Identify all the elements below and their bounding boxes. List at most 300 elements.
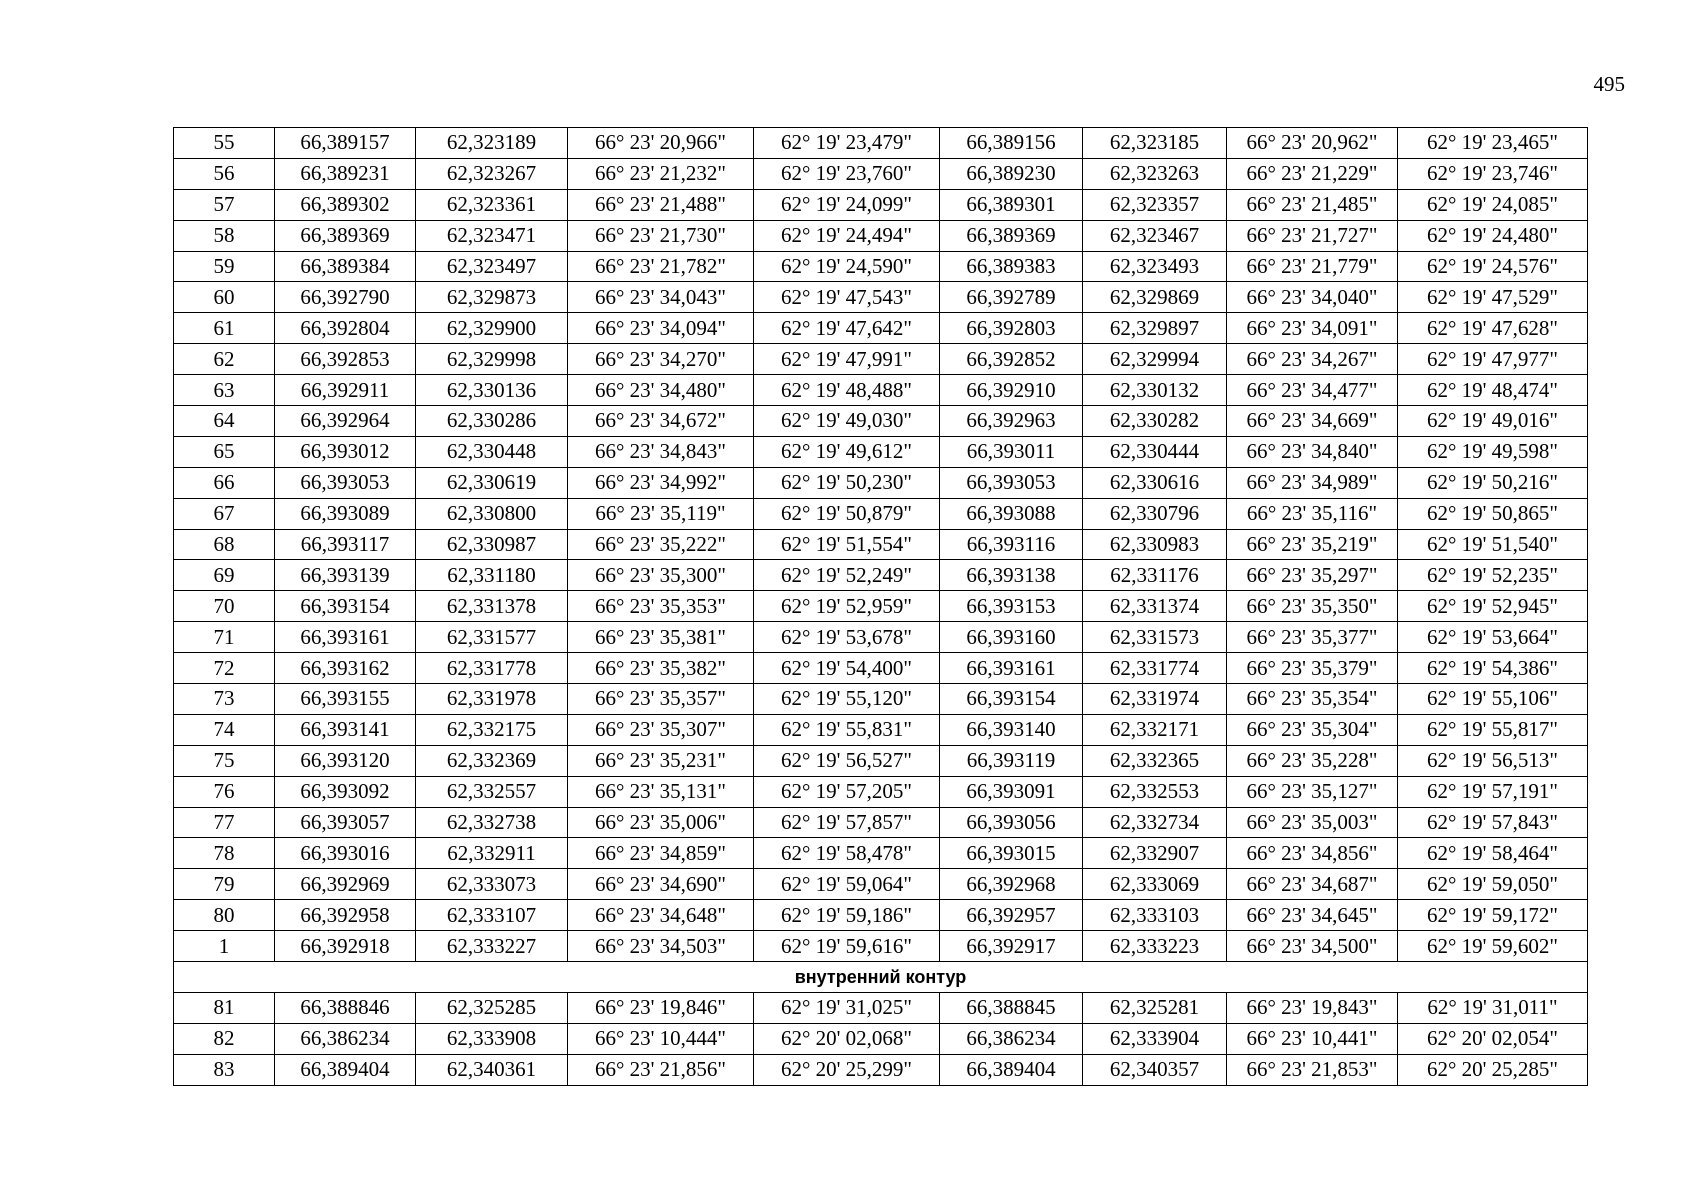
cell-lat-decimal-2: 66,392789 <box>940 282 1083 313</box>
cell-lon-decimal-1: 62,329998 <box>416 344 568 375</box>
table-row <box>174 560 1588 591</box>
cell-lon-dms-1: 62° 19' 31,025" <box>754 992 940 1023</box>
cell-lat-dms-1: 66° 23' 34,859" <box>568 838 754 869</box>
cell-lon-decimal-1: 62,330286 <box>416 406 568 437</box>
cell-lat-dms-2: 66° 23' 34,500" <box>1227 931 1398 962</box>
cell-lon-dms-1: 62° 19' 54,400" <box>754 653 940 684</box>
cell-lon-decimal-1: 62,333073 <box>416 869 568 900</box>
cell-lat-dms-2: 66° 23' 34,645" <box>1227 900 1398 931</box>
cell-lon-dms-2: 62° 19' 23,465" <box>1398 128 1588 159</box>
table-row <box>174 406 1588 437</box>
cell-point-number: 83 <box>174 1054 275 1085</box>
cell-lat-decimal-2: 66,393153 <box>940 591 1083 622</box>
cell-lat-dms-2: 66° 23' 34,989" <box>1227 467 1398 498</box>
cell-lon-dms-2: 62° 19' 50,865" <box>1398 498 1588 529</box>
cell-lat-decimal-2: 66,393088 <box>940 498 1083 529</box>
cell-lon-dms-2: 62° 19' 55,106" <box>1398 684 1588 715</box>
cell-lon-dms-2: 62° 20' 02,054" <box>1398 1023 1588 1054</box>
cell-lon-dms-1: 62° 19' 47,642" <box>754 313 940 344</box>
cell-lon-dms-1: 62° 19' 47,991" <box>754 344 940 375</box>
cell-lat-decimal-2: 66,393011 <box>940 436 1083 467</box>
cell-lon-decimal-1: 62,323497 <box>416 251 568 282</box>
table-row <box>174 498 1588 529</box>
cell-lat-dms-1: 66° 23' 35,381" <box>568 622 754 653</box>
cell-lon-decimal-2: 62,332365 <box>1083 745 1227 776</box>
cell-lon-dms-2: 62° 20' 25,285" <box>1398 1054 1588 1085</box>
cell-lat-dms-2: 66° 23' 35,003" <box>1227 807 1398 838</box>
cell-lat-decimal-1: 66,393139 <box>275 560 416 591</box>
cell-lat-decimal-2: 66,393015 <box>940 838 1083 869</box>
cell-lat-dms-2: 66° 23' 35,228" <box>1227 745 1398 776</box>
cell-lat-dms-2: 66° 23' 35,219" <box>1227 529 1398 560</box>
cell-lon-dms-2: 62° 19' 50,216" <box>1398 467 1588 498</box>
cell-lat-decimal-2: 66,393140 <box>940 714 1083 745</box>
table-row <box>174 807 1588 838</box>
cell-lat-dms-2: 66° 23' 19,843" <box>1227 992 1398 1023</box>
cell-lon-decimal-2: 62,333223 <box>1083 931 1227 962</box>
cell-lon-dms-2: 62° 19' 56,513" <box>1398 745 1588 776</box>
cell-lon-dms-2: 62° 19' 24,085" <box>1398 189 1588 220</box>
table-row <box>174 282 1588 313</box>
cell-lon-dms-2: 62° 19' 49,016" <box>1398 406 1588 437</box>
cell-lon-decimal-1: 62,331180 <box>416 560 568 591</box>
cell-lat-dms-1: 66° 23' 19,846" <box>568 992 754 1023</box>
cell-point-number: 61 <box>174 313 275 344</box>
cell-lon-dms-2: 62° 19' 54,386" <box>1398 653 1588 684</box>
cell-lon-dms-2: 62° 19' 59,172" <box>1398 900 1588 931</box>
table-row <box>174 344 1588 375</box>
table-row <box>174 251 1588 282</box>
cell-lat-dms-2: 66° 23' 35,127" <box>1227 776 1398 807</box>
cell-lon-decimal-1: 62,329873 <box>416 282 568 313</box>
cell-lat-decimal-2: 66,392910 <box>940 375 1083 406</box>
cell-lon-dms-2: 62° 19' 24,480" <box>1398 220 1588 251</box>
cell-lon-decimal-2: 62,329897 <box>1083 313 1227 344</box>
cell-lon-decimal-2: 62,331573 <box>1083 622 1227 653</box>
table-row <box>174 992 1588 1023</box>
cell-lat-dms-1: 66° 23' 35,353" <box>568 591 754 622</box>
cell-lat-dms-2: 66° 23' 10,441" <box>1227 1023 1398 1054</box>
table-row <box>174 622 1588 653</box>
cell-lon-dms-2: 62° 19' 47,628" <box>1398 313 1588 344</box>
cell-lon-dms-1: 62° 19' 50,879" <box>754 498 940 529</box>
table-row <box>174 128 1588 159</box>
cell-lon-dms-2: 62° 19' 59,602" <box>1398 931 1588 962</box>
cell-lon-decimal-2: 62,340357 <box>1083 1054 1227 1085</box>
cell-lon-dms-1: 62° 19' 55,831" <box>754 714 940 745</box>
cell-point-number: 70 <box>174 591 275 622</box>
cell-point-number: 74 <box>174 714 275 745</box>
cell-lon-decimal-2: 62,332907 <box>1083 838 1227 869</box>
cell-lon-decimal-1: 62,331577 <box>416 622 568 653</box>
cell-lon-dms-1: 62° 19' 24,099" <box>754 189 940 220</box>
cell-lat-decimal-2: 66,389369 <box>940 220 1083 251</box>
table-row <box>174 220 1588 251</box>
cell-lat-dms-2: 66° 23' 34,040" <box>1227 282 1398 313</box>
cell-lon-dms-2: 62° 19' 51,540" <box>1398 529 1588 560</box>
cell-lon-dms-2: 62° 19' 23,746" <box>1398 158 1588 189</box>
cell-lat-dms-1: 66° 23' 35,119" <box>568 498 754 529</box>
cell-lat-dms-1: 66° 23' 35,131" <box>568 776 754 807</box>
cell-lon-dms-2: 62° 19' 48,474" <box>1398 375 1588 406</box>
cell-point-number: 76 <box>174 776 275 807</box>
cell-point-number: 82 <box>174 1023 275 1054</box>
table-row <box>174 745 1588 776</box>
cell-lat-dms-2: 66° 23' 34,687" <box>1227 869 1398 900</box>
table-row <box>174 375 1588 406</box>
cell-lat-decimal-1: 66,393016 <box>275 838 416 869</box>
cell-lon-dms-1: 62° 19' 59,186" <box>754 900 940 931</box>
cell-lon-decimal-2: 62,330132 <box>1083 375 1227 406</box>
cell-lon-decimal-2: 62,330616 <box>1083 467 1227 498</box>
table-row <box>174 900 1588 931</box>
cell-lat-dms-1: 66° 23' 21,488" <box>568 189 754 220</box>
cell-lon-decimal-1: 62,331378 <box>416 591 568 622</box>
cell-lon-decimal-1: 62,331778 <box>416 653 568 684</box>
table-row <box>174 158 1588 189</box>
cell-lat-dms-2: 66° 23' 34,856" <box>1227 838 1398 869</box>
cell-lon-dms-2: 62° 19' 57,843" <box>1398 807 1588 838</box>
cell-lon-dms-1: 62° 19' 52,249" <box>754 560 940 591</box>
cell-lon-dms-1: 62° 19' 50,230" <box>754 467 940 498</box>
cell-lat-dms-1: 66° 23' 21,730" <box>568 220 754 251</box>
cell-lat-dms-2: 66° 23' 21,853" <box>1227 1054 1398 1085</box>
cell-lat-dms-2: 66° 23' 21,485" <box>1227 189 1398 220</box>
cell-lat-decimal-2: 66,389383 <box>940 251 1083 282</box>
cell-lat-decimal-2: 66,393160 <box>940 622 1083 653</box>
cell-lon-dms-1: 62° 19' 56,527" <box>754 745 940 776</box>
cell-lat-dms-2: 66° 23' 35,304" <box>1227 714 1398 745</box>
cell-point-number: 80 <box>174 900 275 931</box>
cell-lon-decimal-2: 62,331374 <box>1083 591 1227 622</box>
cell-point-number: 75 <box>174 745 275 776</box>
cell-lon-decimal-2: 62,333069 <box>1083 869 1227 900</box>
cell-lon-dms-2: 62° 19' 31,011" <box>1398 992 1588 1023</box>
cell-lon-dms-1: 62° 19' 51,554" <box>754 529 940 560</box>
cell-lat-dms-2: 66° 23' 35,354" <box>1227 684 1398 715</box>
cell-lat-dms-1: 66° 23' 34,503" <box>568 931 754 962</box>
cell-lat-decimal-2: 66,389404 <box>940 1054 1083 1085</box>
cell-lat-dms-1: 66° 23' 34,270" <box>568 344 754 375</box>
cell-lat-decimal-1: 66,393089 <box>275 498 416 529</box>
cell-lon-decimal-2: 62,330796 <box>1083 498 1227 529</box>
cell-point-number: 58 <box>174 220 275 251</box>
cell-lat-decimal-1: 66,393162 <box>275 653 416 684</box>
cell-lat-decimal-2: 66,392803 <box>940 313 1083 344</box>
cell-lon-dms-1: 62° 19' 47,543" <box>754 282 940 313</box>
cell-lat-dms-2: 66° 23' 34,669" <box>1227 406 1398 437</box>
cell-lon-dms-2: 62° 19' 47,529" <box>1398 282 1588 313</box>
cell-lat-dms-1: 66° 23' 21,232" <box>568 158 754 189</box>
cell-lon-decimal-1: 62,323189 <box>416 128 568 159</box>
cell-lat-decimal-1: 66,389404 <box>275 1054 416 1085</box>
cell-lat-dms-2: 66° 23' 21,727" <box>1227 220 1398 251</box>
page-number: 495 <box>1593 72 1625 96</box>
cell-point-number: 56 <box>174 158 275 189</box>
cell-lat-dms-1: 66° 23' 34,690" <box>568 869 754 900</box>
cell-point-number: 78 <box>174 838 275 869</box>
cell-lon-decimal-2: 62,330282 <box>1083 406 1227 437</box>
cell-lon-decimal-2: 62,329869 <box>1083 282 1227 313</box>
cell-lon-dms-1: 62° 20' 02,068" <box>754 1023 940 1054</box>
section-title: внутренний контур <box>174 962 1588 993</box>
cell-lon-decimal-2: 62,332553 <box>1083 776 1227 807</box>
cell-lon-decimal-1: 62,331978 <box>416 684 568 715</box>
table-row <box>174 467 1588 498</box>
table-row <box>174 684 1588 715</box>
table-row <box>174 776 1588 807</box>
cell-lat-decimal-2: 66,393161 <box>940 653 1083 684</box>
cell-lon-dms-1: 62° 19' 23,479" <box>754 128 940 159</box>
cell-lat-decimal-2: 66,393053 <box>940 467 1083 498</box>
cell-lat-dms-2: 66° 23' 35,297" <box>1227 560 1398 591</box>
cell-lon-decimal-2: 62,323493 <box>1083 251 1227 282</box>
cell-lat-dms-2: 66° 23' 35,379" <box>1227 653 1398 684</box>
cell-lon-decimal-1: 62,332557 <box>416 776 568 807</box>
cell-point-number: 81 <box>174 992 275 1023</box>
cell-lat-dms-1: 66° 23' 35,307" <box>568 714 754 745</box>
cell-lat-decimal-1: 66,392958 <box>275 900 416 931</box>
cell-lat-decimal-1: 66,393053 <box>275 467 416 498</box>
cell-lon-dms-2: 62° 19' 55,817" <box>1398 714 1588 745</box>
cell-lon-decimal-2: 62,330444 <box>1083 436 1227 467</box>
cell-lon-decimal-2: 62,333904 <box>1083 1023 1227 1054</box>
cell-lon-dms-2: 62° 19' 47,977" <box>1398 344 1588 375</box>
cell-lat-decimal-1: 66,393161 <box>275 622 416 653</box>
table-row <box>174 529 1588 560</box>
cell-lon-decimal-1: 62,323361 <box>416 189 568 220</box>
cell-lon-decimal-1: 62,332369 <box>416 745 568 776</box>
table-row <box>174 869 1588 900</box>
cell-lat-decimal-1: 66,386234 <box>275 1023 416 1054</box>
cell-lon-decimal-2: 62,323357 <box>1083 189 1227 220</box>
cell-lon-decimal-1: 62,333908 <box>416 1023 568 1054</box>
cell-lon-decimal-1: 62,330136 <box>416 375 568 406</box>
cell-point-number: 79 <box>174 869 275 900</box>
table-row <box>174 591 1588 622</box>
cell-lat-decimal-1: 66,393092 <box>275 776 416 807</box>
cell-lon-decimal-2: 62,331774 <box>1083 653 1227 684</box>
cell-lat-decimal-1: 66,392918 <box>275 931 416 962</box>
cell-lat-decimal-2: 66,392968 <box>940 869 1083 900</box>
cell-lat-decimal-1: 66,389231 <box>275 158 416 189</box>
cell-point-number: 64 <box>174 406 275 437</box>
section-row <box>174 962 1588 993</box>
cell-lon-decimal-2: 62,331176 <box>1083 560 1227 591</box>
cell-lat-dms-1: 66° 23' 34,648" <box>568 900 754 931</box>
cell-lon-decimal-2: 62,331974 <box>1083 684 1227 715</box>
cell-point-number: 66 <box>174 467 275 498</box>
cell-lat-decimal-1: 66,392969 <box>275 869 416 900</box>
cell-lon-dms-1: 62° 19' 57,205" <box>754 776 940 807</box>
cell-lon-dms-1: 62° 20' 25,299" <box>754 1054 940 1085</box>
cell-point-number: 72 <box>174 653 275 684</box>
cell-lon-dms-1: 62° 19' 52,959" <box>754 591 940 622</box>
cell-lon-decimal-1: 62,330448 <box>416 436 568 467</box>
cell-lat-decimal-2: 66,393154 <box>940 684 1083 715</box>
cell-lat-decimal-1: 66,392853 <box>275 344 416 375</box>
cell-lat-dms-1: 66° 23' 34,843" <box>568 436 754 467</box>
cell-lat-decimal-1: 66,393154 <box>275 591 416 622</box>
cell-lat-decimal-2: 66,389156 <box>940 128 1083 159</box>
cell-lat-dms-1: 66° 23' 35,231" <box>568 745 754 776</box>
table-row <box>174 1023 1588 1054</box>
cell-lon-dms-2: 62° 19' 59,050" <box>1398 869 1588 900</box>
table-row <box>174 653 1588 684</box>
cell-lon-decimal-2: 62,323263 <box>1083 158 1227 189</box>
cell-lon-decimal-1: 62,330800 <box>416 498 568 529</box>
cell-point-number: 73 <box>174 684 275 715</box>
cell-lat-decimal-2: 66,386234 <box>940 1023 1083 1054</box>
cell-lat-decimal-1: 66,392804 <box>275 313 416 344</box>
cell-lon-decimal-1: 62,325285 <box>416 992 568 1023</box>
cell-lon-decimal-2: 62,332171 <box>1083 714 1227 745</box>
cell-lon-dms-1: 62° 19' 48,488" <box>754 375 940 406</box>
cell-lat-decimal-2: 66,392917 <box>940 931 1083 962</box>
cell-lon-dms-1: 62° 19' 24,494" <box>754 220 940 251</box>
cell-lat-decimal-1: 66,393057 <box>275 807 416 838</box>
cell-lat-decimal-1: 66,393141 <box>275 714 416 745</box>
cell-lon-decimal-1: 62,333107 <box>416 900 568 931</box>
cell-point-number: 69 <box>174 560 275 591</box>
cell-point-number: 77 <box>174 807 275 838</box>
cell-lat-decimal-1: 66,393012 <box>275 436 416 467</box>
cell-lat-decimal-2: 66,393119 <box>940 745 1083 776</box>
cell-lat-dms-1: 66° 23' 34,992" <box>568 467 754 498</box>
cell-lon-decimal-2: 62,333103 <box>1083 900 1227 931</box>
table-row <box>174 436 1588 467</box>
coordinates-table <box>173 127 1588 1086</box>
table-row <box>174 931 1588 962</box>
cell-lat-decimal-2: 66,393091 <box>940 776 1083 807</box>
cell-point-number: 57 <box>174 189 275 220</box>
cell-lat-decimal-2: 66,393056 <box>940 807 1083 838</box>
cell-lon-dms-1: 62° 19' 59,064" <box>754 869 940 900</box>
cell-lat-dms-1: 66° 23' 20,966" <box>568 128 754 159</box>
cell-lon-dms-2: 62° 19' 49,598" <box>1398 436 1588 467</box>
cell-lon-dms-2: 62° 19' 52,235" <box>1398 560 1588 591</box>
cell-point-number: 71 <box>174 622 275 653</box>
cell-lon-dms-1: 62° 19' 53,678" <box>754 622 940 653</box>
cell-lat-dms-2: 66° 23' 34,091" <box>1227 313 1398 344</box>
cell-lon-decimal-1: 62,332175 <box>416 714 568 745</box>
cell-lon-decimal-1: 62,330619 <box>416 467 568 498</box>
cell-lon-dms-1: 62° 19' 49,030" <box>754 406 940 437</box>
cell-point-number: 68 <box>174 529 275 560</box>
cell-lon-decimal-2: 62,323467 <box>1083 220 1227 251</box>
cell-lon-dms-1: 62° 19' 24,590" <box>754 251 940 282</box>
cell-point-number: 60 <box>174 282 275 313</box>
cell-lat-decimal-1: 66,388846 <box>275 992 416 1023</box>
cell-lon-decimal-2: 62,332734 <box>1083 807 1227 838</box>
cell-lon-decimal-1: 62,323471 <box>416 220 568 251</box>
cell-lat-dms-1: 66° 23' 34,480" <box>568 375 754 406</box>
table-row <box>174 1054 1588 1085</box>
cell-lat-decimal-1: 66,389157 <box>275 128 416 159</box>
cell-lat-dms-2: 66° 23' 21,779" <box>1227 251 1398 282</box>
cell-lat-decimal-1: 66,389369 <box>275 220 416 251</box>
cell-lat-dms-1: 66° 23' 21,856" <box>568 1054 754 1085</box>
cell-point-number: 1 <box>174 931 275 962</box>
cell-lat-dms-1: 66° 23' 34,043" <box>568 282 754 313</box>
cell-lon-decimal-1: 62,340361 <box>416 1054 568 1085</box>
cell-lat-dms-1: 66° 23' 34,094" <box>568 313 754 344</box>
cell-lat-decimal-1: 66,393155 <box>275 684 416 715</box>
table-row <box>174 714 1588 745</box>
cell-lat-dms-1: 66° 23' 10,444" <box>568 1023 754 1054</box>
cell-lat-decimal-2: 66,389230 <box>940 158 1083 189</box>
cell-lat-dms-1: 66° 23' 35,222" <box>568 529 754 560</box>
cell-lon-dms-1: 62° 19' 23,760" <box>754 158 940 189</box>
cell-lon-decimal-1: 62,329900 <box>416 313 568 344</box>
cell-lat-decimal-1: 66,392964 <box>275 406 416 437</box>
cell-point-number: 59 <box>174 251 275 282</box>
cell-lat-dms-2: 66° 23' 21,229" <box>1227 158 1398 189</box>
cell-lat-decimal-1: 66,389302 <box>275 189 416 220</box>
cell-lat-dms-2: 66° 23' 34,840" <box>1227 436 1398 467</box>
cell-lat-dms-1: 66° 23' 35,357" <box>568 684 754 715</box>
cell-lon-dms-2: 62° 19' 57,191" <box>1398 776 1588 807</box>
cell-lon-dms-1: 62° 19' 55,120" <box>754 684 940 715</box>
cell-lat-decimal-1: 66,392790 <box>275 282 416 313</box>
cell-lat-decimal-1: 66,392911 <box>275 375 416 406</box>
cell-lat-decimal-1: 66,389384 <box>275 251 416 282</box>
cell-lat-dms-2: 66° 23' 34,267" <box>1227 344 1398 375</box>
cell-lat-dms-2: 66° 23' 35,377" <box>1227 622 1398 653</box>
cell-lon-dms-2: 62° 19' 58,464" <box>1398 838 1588 869</box>
cell-lat-decimal-2: 66,392963 <box>940 406 1083 437</box>
cell-lat-decimal-2: 66,392957 <box>940 900 1083 931</box>
cell-lat-decimal-2: 66,393116 <box>940 529 1083 560</box>
cell-lat-dms-2: 66° 23' 20,962" <box>1227 128 1398 159</box>
cell-lat-dms-2: 66° 23' 34,477" <box>1227 375 1398 406</box>
cell-lat-decimal-2: 66,388845 <box>940 992 1083 1023</box>
cell-point-number: 63 <box>174 375 275 406</box>
cell-lat-decimal-1: 66,393120 <box>275 745 416 776</box>
cell-lon-decimal-1: 62,332738 <box>416 807 568 838</box>
table-row <box>174 313 1588 344</box>
cell-lat-dms-1: 66° 23' 35,382" <box>568 653 754 684</box>
table-body <box>174 128 1588 1086</box>
cell-lon-decimal-2: 62,325281 <box>1083 992 1227 1023</box>
cell-lat-dms-2: 66° 23' 35,116" <box>1227 498 1398 529</box>
cell-lon-dms-1: 62° 19' 58,478" <box>754 838 940 869</box>
cell-point-number: 62 <box>174 344 275 375</box>
cell-lon-decimal-1: 62,323267 <box>416 158 568 189</box>
cell-lat-dms-2: 66° 23' 35,350" <box>1227 591 1398 622</box>
cell-lat-decimal-2: 66,393138 <box>940 560 1083 591</box>
cell-point-number: 67 <box>174 498 275 529</box>
cell-lat-dms-1: 66° 23' 34,672" <box>568 406 754 437</box>
table-row <box>174 838 1588 869</box>
cell-lon-decimal-1: 62,333227 <box>416 931 568 962</box>
cell-lon-decimal-2: 62,323185 <box>1083 128 1227 159</box>
cell-lat-dms-1: 66° 23' 21,782" <box>568 251 754 282</box>
cell-lat-decimal-2: 66,392852 <box>940 344 1083 375</box>
cell-lat-decimal-1: 66,393117 <box>275 529 416 560</box>
cell-lon-dms-1: 62° 19' 49,612" <box>754 436 940 467</box>
cell-lon-decimal-2: 62,330983 <box>1083 529 1227 560</box>
cell-point-number: 65 <box>174 436 275 467</box>
cell-lat-decimal-2: 66,389301 <box>940 189 1083 220</box>
cell-lat-dms-1: 66° 23' 35,300" <box>568 560 754 591</box>
cell-lon-decimal-1: 62,332911 <box>416 838 568 869</box>
cell-lon-dms-2: 62° 19' 52,945" <box>1398 591 1588 622</box>
cell-lon-dms-2: 62° 19' 24,576" <box>1398 251 1588 282</box>
cell-lon-dms-1: 62° 19' 59,616" <box>754 931 940 962</box>
table-row <box>174 189 1588 220</box>
cell-lon-dms-2: 62° 19' 53,664" <box>1398 622 1588 653</box>
